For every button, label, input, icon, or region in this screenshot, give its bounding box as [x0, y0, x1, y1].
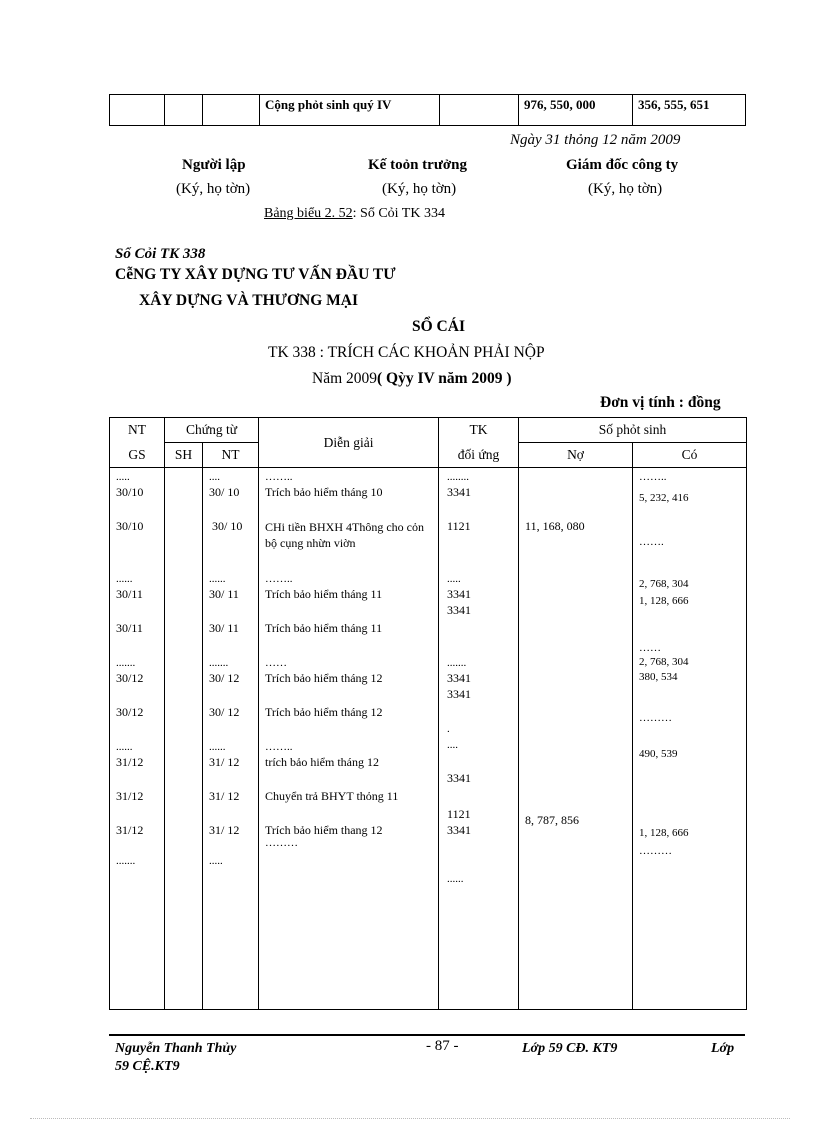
- table-cell: 1, 128, 666: [639, 827, 689, 839]
- table-cell: 3341: [447, 687, 472, 701]
- empty-cell: [440, 95, 519, 126]
- director-title: Giám đốc công ty: [566, 157, 679, 173]
- header-credit: Có: [633, 443, 747, 468]
- header-nt: NT: [203, 443, 259, 468]
- table-cell: 30/11: [116, 587, 143, 601]
- table-cell: 30/10: [116, 485, 144, 499]
- footer-class-label: Lớp 59 CĐ. KT9: [522, 1041, 618, 1056]
- table-cell: 31/ 12: [209, 823, 240, 837]
- table-cell: 380, 534: [639, 671, 678, 683]
- table-cell: 30/ 10: [209, 485, 240, 499]
- table-cell: trích bảo hiểm tháng 12: [265, 755, 379, 769]
- ledger-title: SỔ CÁI: [412, 318, 465, 335]
- table-cell: 11, 168, 080: [525, 519, 585, 533]
- table-cell: 31/ 12: [209, 755, 240, 769]
- header-nt-gs-top: NT: [110, 418, 165, 443]
- table-cell: ……: [639, 642, 662, 654]
- table-cell: ......: [447, 873, 464, 885]
- table-cell: 1121: [447, 519, 471, 533]
- table-cell: 3341: [447, 671, 472, 685]
- table-cell: ……..: [265, 471, 293, 483]
- chief-sign-note: (Ký, họ tờn): [382, 181, 457, 197]
- empty-cell: [110, 95, 165, 126]
- table-cell: 31/12: [116, 789, 144, 803]
- table-cell: 3341: [447, 485, 472, 499]
- table-cell: …….: [639, 536, 664, 548]
- table-cell: 3341: [447, 771, 472, 785]
- table-cell: ......: [209, 573, 226, 585]
- column-description: [259, 468, 439, 1010]
- table-cell: CHi tiền BHXH 4Thông cho cỏn bộ cụng nhừn viờn: [265, 520, 424, 550]
- table-cell: ......: [116, 573, 133, 585]
- sign-date: Ngày 31 thỏng 12 năm 2009: [510, 132, 681, 148]
- caption-text: : Sổ Cỏi TK 334: [352, 206, 445, 221]
- column-credit: [633, 468, 747, 1010]
- table-cell: Trích bảo hiểm tháng 11: [265, 587, 383, 601]
- ledger-period: [312, 370, 512, 388]
- table-cell: ......: [209, 741, 226, 753]
- table-cell: ……..: [265, 741, 293, 753]
- table-cell: 31/ 12: [209, 789, 240, 803]
- table-cell: .....: [116, 471, 130, 483]
- table-caption: [264, 206, 445, 222]
- table-cell: 8, 787, 856: [525, 813, 580, 827]
- table-cell: ......: [116, 741, 133, 753]
- quarter-total-table: [109, 94, 746, 126]
- company-name-line2: XÂY DỰNG VÀ THƯƠNG MẠI: [139, 292, 359, 309]
- caption-label: Bảng biểu 2. 52: [264, 206, 353, 221]
- table-cell: 30/ 10: [212, 519, 243, 533]
- table-cell: ……..: [639, 471, 667, 483]
- table-cell: .......: [447, 657, 467, 669]
- table-cell: ………: [639, 845, 673, 857]
- table-cell: 2, 768, 304: [639, 656, 689, 668]
- header-sh: SH: [165, 443, 203, 468]
- column-voucher-date: [203, 468, 259, 1010]
- table-cell: .......: [116, 657, 136, 669]
- table-cell: 2, 768, 304: [639, 578, 689, 590]
- ledger-name: Sổ Cỏi TK 338: [115, 246, 206, 262]
- table-cell: 1, 128, 666: [639, 595, 689, 607]
- header-description: Diễn giải: [259, 418, 439, 468]
- table-cell: .: [447, 723, 450, 735]
- table-cell: 30/12: [116, 705, 144, 719]
- quarter-total-label: Cộng phỏt sinh quý IV: [260, 95, 440, 126]
- footer-extra: Lớp: [711, 1041, 735, 1056]
- footer-author: Nguyễn Thanh Thủy: [115, 1041, 237, 1056]
- table-cell: Trích bảo hiểm thang 12: [265, 823, 383, 837]
- preparer-sign-note: (Ký, họ tờn): [176, 181, 251, 197]
- empty-cell: [165, 95, 203, 126]
- table-cell: 30/12: [116, 671, 144, 685]
- page-bottom-rule: [30, 1118, 790, 1119]
- column-contra-account: [439, 468, 519, 1010]
- director-sign-note: (Ký, họ tờn): [588, 181, 663, 197]
- table-cell: Chuyển trả BHYT thỏng 11: [265, 789, 399, 803]
- table-cell: 30/ 11: [209, 621, 239, 635]
- table-cell: ....: [209, 471, 220, 483]
- table-cell: 30/11: [116, 621, 143, 635]
- page-number: - 87 -: [426, 1038, 459, 1054]
- table-cell: 3341: [447, 603, 472, 617]
- preparer-title: Người lập: [182, 157, 246, 173]
- table-cell: .......: [116, 855, 136, 867]
- empty-cell: [203, 95, 260, 126]
- table-cell: ……: [265, 657, 288, 669]
- column-posting-date: [110, 468, 165, 1010]
- table-cell: 3341: [447, 587, 472, 601]
- table-cell: ……..: [265, 573, 293, 585]
- ledger-table: [109, 417, 747, 1010]
- column-debit: [519, 468, 633, 1010]
- currency-unit: Đơn vị tính : đồng: [600, 394, 721, 411]
- table-cell: Trích bảo hiểm tháng 10: [265, 485, 383, 499]
- table-cell: ....: [447, 739, 459, 751]
- table-cell: .....: [447, 573, 461, 585]
- table-cell: ........: [447, 471, 470, 483]
- quarter-total-credit: 356, 555, 651: [633, 95, 746, 126]
- table-cell: Trích bảo hiểm tháng 12: [265, 671, 383, 685]
- table-cell: 490, 539: [639, 748, 678, 760]
- table-cell: 30/ 12: [209, 705, 240, 719]
- table-cell: Trích bảo hiểm tháng 12: [265, 705, 383, 719]
- table-cell: ………: [639, 712, 673, 724]
- ledger-subtitle: TK 338 : TRÍCH CÁC KHOẢN PHẢI NỘP: [268, 344, 545, 361]
- footer-divider: [109, 1034, 745, 1036]
- column-voucher-number: [165, 468, 203, 1010]
- table-cell: 30/ 11: [209, 587, 239, 601]
- table-cell: 1121: [447, 807, 471, 821]
- quarter-total-debit: 976, 550, 000: [519, 95, 633, 126]
- table-cell: .......: [209, 657, 229, 669]
- period-quarter: ( Qỳy IV năm 2009 ): [377, 370, 512, 387]
- chief-accountant-title: Kế toỏn trưởng: [368, 157, 467, 173]
- footer-author-class: 59 CỆ.KT9: [115, 1059, 180, 1074]
- header-voucher: Chứng từ: [165, 418, 259, 443]
- table-cell: 5, 232, 416: [639, 492, 689, 504]
- table-cell: 30/ 12: [209, 671, 240, 685]
- table-cell: Trích bảo hiểm tháng 11: [265, 621, 383, 635]
- header-tk-bottom: đối ứng: [439, 443, 519, 468]
- table-cell: 31/12: [116, 823, 144, 837]
- header-movement: Số phỏt sinh: [519, 418, 747, 443]
- period-prefix: Năm 2009: [312, 370, 378, 387]
- table-cell: .....: [209, 855, 223, 867]
- header-tk-top: TK: [439, 418, 519, 443]
- table-cell: 30/10: [116, 519, 144, 533]
- company-name-line1: CễNG TY XÂY DỰNG TƯ VẤN ĐẦU TƯ: [115, 266, 396, 283]
- header-nt-gs-bottom: GS: [110, 443, 165, 468]
- table-cell: ………: [265, 837, 299, 849]
- header-debit: Nợ: [519, 443, 633, 468]
- table-cell: 3341: [447, 823, 472, 837]
- table-cell: 31/12: [116, 755, 144, 769]
